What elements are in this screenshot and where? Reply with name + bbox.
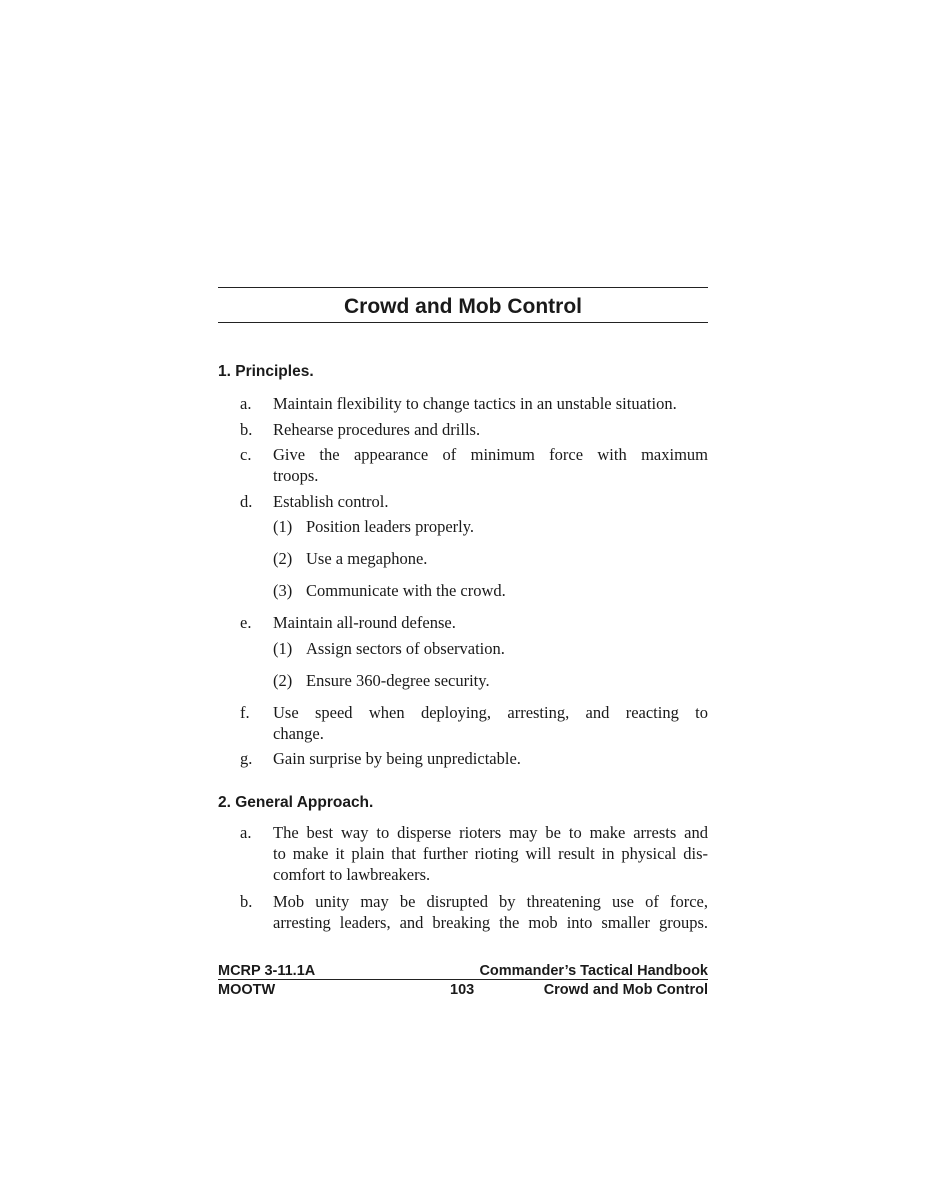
sub-item-label: (1) [273, 517, 293, 536]
item-text-line: Give the appearance of minimum force with maximum [273, 445, 708, 464]
item-label: b. [240, 420, 253, 439]
item-text-line: The best way to disperse rioters may be to make arrests and [273, 823, 708, 842]
sub-item-text: Position leaders properly. [306, 517, 475, 536]
sub-item-label: (2) [273, 671, 293, 690]
footer-category: MOOTW [218, 982, 276, 998]
item-text-line: Use speed when deploying, arresting, and reacting to [273, 703, 708, 722]
page-number: 103 [450, 982, 475, 998]
item-text: Gain surprise by being unpredictable. [273, 749, 521, 768]
item-text-line: to make it plain that further rioting will result in physical dis- [273, 844, 708, 863]
item-text-line: comfort to lawbreakers. [273, 865, 431, 884]
item-label: d. [240, 492, 253, 511]
sub-item-label: (1) [273, 639, 293, 658]
item-text: Rehearse procedures and drills. [273, 420, 481, 439]
item-label: g. [240, 749, 253, 768]
item-text-line: change. [273, 724, 324, 743]
sub-item-text: Use a megaphone. [306, 549, 428, 568]
footer-chapter: Crowd and Mob Control [543, 982, 708, 998]
page-title: Crowd and Mob Control [344, 295, 582, 318]
section-heading-principles: 1. Principles. [218, 363, 314, 380]
item-text-line: troops. [273, 466, 319, 485]
sub-item-text: Ensure 360-degree security. [306, 671, 490, 690]
title-top-rule [218, 287, 708, 288]
item-label: e. [240, 613, 252, 632]
item-text: Maintain flexibility to change tactics in an unstable situation. [273, 394, 677, 413]
item-text-line: arresting leaders, and breaking the mob into smaller groups. [273, 913, 708, 932]
item-label: f. [240, 703, 250, 722]
sub-item-label: (3) [273, 581, 293, 600]
sub-item-text: Communicate with the crowd. [306, 581, 506, 600]
item-label: a. [240, 394, 252, 413]
title-bottom-rule [218, 322, 708, 323]
item-text: Establish control. [273, 492, 389, 511]
item-label: a. [240, 823, 252, 842]
item-label: c. [240, 445, 252, 464]
sub-item-label: (2) [273, 549, 293, 568]
item-label: b. [240, 892, 253, 911]
footer-handbook-title: Commander’s Tactical Handbook [479, 963, 708, 979]
document-page [218, 0, 708, 1198]
item-text-line: Mob unity may be disrupted by threatening use of force, [273, 892, 708, 911]
footer-publication: MCRP 3-11.1A [218, 963, 316, 979]
footer-rule [218, 979, 708, 980]
section-heading-general-approach: 2. General Approach. [218, 794, 374, 811]
sub-item-text: Assign sectors of observation. [306, 639, 505, 658]
item-text: Maintain all-round defense. [273, 613, 456, 632]
